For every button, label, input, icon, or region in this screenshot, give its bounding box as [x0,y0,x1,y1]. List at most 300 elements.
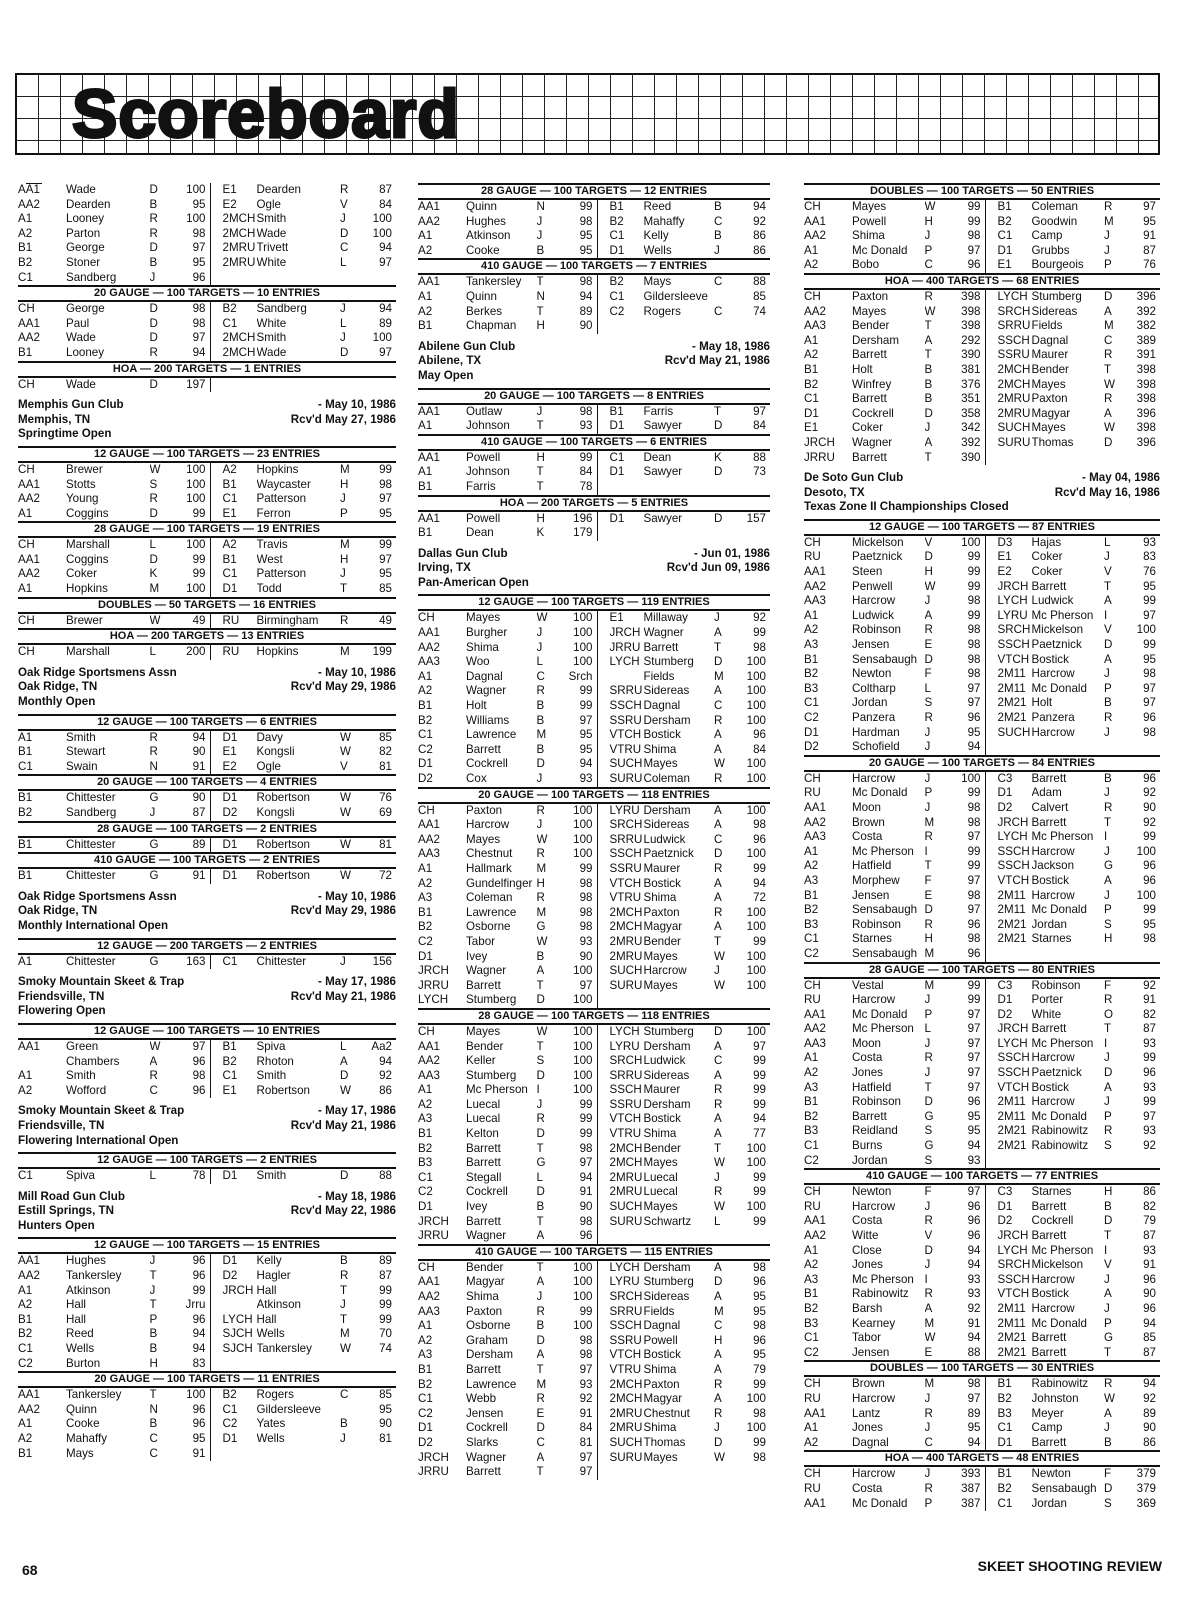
shooter-name: Bourgeois [1031,258,1084,272]
event-name: Flowering International Open [18,1133,179,1147]
shooter-name: Chittester [66,869,116,883]
event-header: 20 GAUGE — 100 TARGETS — 118 ENTRIES [418,787,770,804]
score: 96 [1143,1301,1156,1315]
shooter-name: Looney [66,212,105,226]
score: 97 [192,1039,206,1053]
shooter-name: Barrett [466,742,501,756]
score: 100 [372,226,392,240]
shooter-name: Lawrence [466,1377,517,1391]
initial: R [149,345,158,359]
club-name: Mill Road Gun Club [18,1189,125,1203]
initial: V [340,759,348,773]
magazine-name: SKEET SHOOTING REVIEW [977,1558,1162,1574]
initial [714,1229,738,1244]
score: 86 [1143,1435,1156,1449]
initial: D [924,406,933,420]
score: 92 [1143,815,1156,829]
class-code: AA1 [804,1007,826,1021]
club-line [18,1204,396,1219]
initial: R [340,183,349,196]
initial: C [924,1435,933,1449]
initial: T [714,1141,722,1155]
class-code: VTCH [609,728,642,742]
event-header: DOUBLES — 50 TARGETS — 16 ENTRIES [18,597,396,614]
initial: M [924,946,935,960]
initial: I [924,844,928,858]
initial: R [714,1406,723,1420]
shooter-name: Bostick [1031,1080,1069,1094]
shooter-name: Thomas [1031,435,1074,449]
shooter-name: Bostick [643,1112,681,1126]
class-code: A2 [804,623,819,637]
shooter-name: Stumberg [643,1024,694,1038]
score: 94 [379,241,392,255]
class-code: C1 [804,1331,819,1345]
class-code: C3 [997,1185,1013,1199]
shooter-name: Smith [256,1069,287,1083]
shooter-name: Coltharp [852,681,896,695]
class-code [598,319,644,334]
shooter-name: Davy [256,730,283,744]
class-code: AA1 [18,1388,40,1402]
page-number: 68 [22,1562,38,1578]
initial: D [536,1127,545,1141]
shooter-name: Harcrow [852,993,896,1007]
class-code: C1 [418,1170,433,1184]
event-header: 12 GAUGE — 100 TARGETS — 10 ENTRIES [18,1023,396,1040]
class-code: E1 [222,745,237,759]
class-code: C1 [997,229,1013,243]
initial [340,378,364,393]
shooter-name: Rabinowitz [1031,1124,1089,1138]
shooter-name: Meyer [1031,1406,1064,1420]
shooter-name: Shima [643,1421,677,1435]
shoot-date: - May 10, 1986 [318,665,396,679]
shooter-name: Farris [643,404,674,418]
initial: R [714,905,723,919]
initial: R [1104,1124,1113,1138]
initial: M [536,1377,547,1391]
shooter-name: Barrett [852,1109,887,1123]
club-line [18,680,396,695]
class-code: VTCH [997,1287,1030,1301]
initial: A [924,333,933,347]
initial: D [1104,435,1113,449]
club-line [804,500,1160,515]
initial: T [536,419,544,433]
score: 98 [192,1069,206,1083]
score [738,526,770,541]
shooter-name: Cockrell [466,757,508,771]
score: 100 [746,757,766,771]
shooter-name: Hall [66,1298,86,1312]
score: 92 [1143,1139,1156,1153]
class-code: B3 [804,1124,819,1138]
score: 93 [1143,1124,1156,1138]
club-block [418,547,770,1480]
score: 396 [1136,406,1156,420]
shooter-name: Rhoton [256,1054,294,1068]
initial: A [1104,1406,1112,1420]
class-code: CH [418,803,435,817]
class-code: C3 [997,771,1013,785]
score: 396 [1136,435,1156,449]
initial: M [340,645,350,659]
initial: H [340,552,349,566]
results-grid [18,1388,396,1461]
initial: J [924,740,931,754]
score: 97 [379,255,392,269]
club-line [18,666,396,681]
class-code: CH [804,535,821,549]
initial: T [1104,579,1112,593]
initial: J [536,818,543,832]
class-code [986,947,1032,962]
shooter-name: Chittester [256,954,307,968]
shooter-name: Coleman [466,891,513,905]
shooter-name: Wells [643,243,672,257]
initial: M [536,861,547,875]
score: 89 [192,837,206,851]
class-code: AA1 [804,1496,826,1510]
class-code [211,1298,257,1313]
score: 358 [961,406,981,420]
score: 92 [1143,786,1156,800]
score: 97 [967,1066,981,1080]
class-code: CH [418,611,435,625]
score: 100 [573,993,593,1007]
score: 179 [573,526,593,540]
shooter-name: Dearden [66,197,111,211]
class-code: D1 [222,1254,238,1268]
shooter-name: Smith [66,1069,96,1083]
class-code: B2 [804,1301,819,1315]
class-code: AA2 [18,331,40,345]
score: 99 [192,552,206,566]
results-grid [418,405,770,434]
score: 100 [746,1024,766,1038]
class-code: JRCH [418,1450,449,1464]
initial: J [1104,1272,1110,1286]
shooter-name: Rogers [256,1388,294,1402]
score: 95 [579,728,593,742]
club-line [804,486,1160,501]
initial: D [714,1024,723,1038]
class-code: AA2 [418,214,440,228]
shooter-name: Kelly [256,1254,282,1268]
club-name: Smoky Mountain Skeet & Trap [18,975,185,989]
score: 100 [573,1054,593,1068]
class-code: LYCH [418,993,449,1007]
initial: D [340,1069,349,1083]
initial: W [1104,1391,1115,1405]
score: 98 [1143,932,1156,946]
shooter-name: Fields [643,1304,675,1318]
class-code: JRCH [609,626,641,640]
results-column-3 [804,183,1160,1517]
initial: C [714,699,723,713]
initial: P [1104,681,1112,695]
class-code: A1 [18,1283,33,1297]
initial: T [536,465,544,479]
score: 94 [753,200,766,213]
score: 91 [1143,229,1156,243]
class-code: AA1 [418,200,440,213]
club-heading [18,666,396,710]
initial: D [149,241,158,255]
score: Aa2 [371,1039,392,1053]
score: 97 [1143,1109,1156,1123]
shooter-name: Adam [1031,786,1062,800]
shooter-name: Wofford [66,1083,107,1097]
initial: A [924,1301,933,1315]
score: 95 [579,742,593,756]
shooter-name: Newton [1031,1467,1071,1481]
shooter-name: Barrett [1031,771,1067,785]
initial: J [1104,243,1110,257]
score: 94 [579,1170,593,1184]
club-name: Oak Ridge Sportsmens Assn [18,665,177,679]
score: 82 [1143,1007,1156,1021]
score: 96 [579,1229,593,1243]
initial: A [714,1112,722,1126]
score: 98 [1143,725,1156,739]
score: 95 [579,243,593,257]
class-code: B1 [222,477,237,491]
class-code: B1 [997,1467,1012,1481]
shooter-name: George [66,302,105,316]
score: 91 [192,869,206,883]
initial [1104,1154,1128,1169]
event-header: 28 GAUGE — 100 TARGETS — 80 ENTRIES [804,962,1160,979]
event-name: Monthly Open [18,695,96,709]
initial: E [924,888,933,902]
shooter-name: Ogle [256,197,281,211]
score: 99 [579,1112,593,1126]
shooter-name: Hajas [1031,535,1062,549]
class-code: AA3 [418,847,440,861]
initial: D [536,1333,545,1347]
club-line [18,1104,396,1119]
class-code: AA1 [804,1406,826,1420]
score: 96 [1143,771,1156,785]
class-code: SSCH [997,859,1030,873]
class-code: A3 [418,1348,433,1362]
club-city: Abilene, TX [418,354,482,368]
shooter-name: Chittester [66,837,116,851]
shooter-name: Paxton [466,803,503,817]
shooter-name: Osborne [466,920,511,934]
class-code: SRRU [609,1304,643,1318]
initial: R [149,492,158,506]
score: 98 [1143,667,1156,681]
shooter-name: Mc Pherson [1031,830,1094,844]
class-code: VTRU [609,891,642,905]
class-code: D1 [997,786,1013,800]
shooter-name: Keller [466,1054,496,1068]
score: 90 [379,1417,392,1431]
score: 92 [967,1301,981,1315]
shooter-name: Mayes [643,1200,678,1214]
score: 99 [753,1083,766,1097]
class-code: A1 [418,1083,433,1097]
results-grid [18,955,396,970]
score: 100 [746,949,766,963]
score: 95 [967,1109,981,1123]
club-city: Friendsville, TN [18,1118,105,1132]
class-code: A2 [222,538,237,552]
class-code: VTCH [609,876,642,890]
class-code: D1 [222,837,238,851]
score: 98 [967,594,981,608]
class-code: VTRU [609,1127,642,1141]
initial: W [536,934,548,948]
initial: J [536,626,543,640]
club-heading [418,547,770,591]
class-code: CH [804,771,821,785]
initial: D [714,465,723,479]
class-code: 2MRU [609,1170,643,1184]
shooter-name: Coggins [66,506,109,520]
club-block [418,183,770,334]
score: 79 [1143,1214,1156,1228]
class-code: AA2 [18,492,40,506]
shooter-name: Mc Pherson [852,1272,914,1286]
score: 98 [753,640,766,654]
class-code: AA1 [418,1275,440,1289]
shooter-name [257,1447,341,1462]
score: 99 [579,1304,593,1318]
score: 98 [967,800,981,814]
score: 96 [967,946,981,960]
initial: R [924,623,933,637]
shooter-name: Sawyer [643,465,683,479]
class-code: JRCH [222,1283,254,1297]
class-code: A2 [804,348,819,362]
shooter-name: Bender [643,1141,681,1155]
score: 91 [579,1185,593,1199]
shooter-name: Magyar [643,920,683,934]
initial: W [924,200,936,213]
shooter-name: Brewer [66,462,103,476]
shooter-name: Hopkins [66,582,108,596]
initial: M [714,1304,724,1318]
score: 100 [746,1200,766,1214]
score: 99 [192,506,206,520]
shooter-name: Barrett [852,450,887,464]
score: 99 [753,1170,766,1184]
club-heading [18,1190,396,1234]
class-code: D2 [222,806,238,819]
class-code: SSRU [609,713,642,727]
initial: R [924,1406,933,1420]
shooter-name: Brewer [66,613,103,627]
score: 99 [579,1097,593,1111]
received-date: Rcv'd May 22, 1986 [290,1204,396,1218]
score: 99 [753,1214,766,1228]
score: 94 [379,302,392,316]
score: 94 [579,289,593,303]
class-code: 2MCH [609,1141,643,1155]
shooter-name: Dagnal [1031,333,1069,347]
score: 99 [579,861,593,875]
results-grid [18,1040,396,1098]
shooter-name: White [256,316,287,330]
score: 86 [379,1083,392,1097]
score: 88 [753,275,766,289]
shooter-name: Sidereas [643,1290,690,1303]
initial: C [149,1446,158,1460]
class-code: VTRU [609,1362,642,1376]
initial: S [924,696,933,710]
class-code: LYCH [222,1312,253,1326]
shooter-name: Barrett [466,1156,501,1170]
score: 94 [967,1331,981,1345]
initial: J [924,800,931,814]
initial: R [1104,800,1113,814]
class-code: SUCH [997,421,1031,435]
class-code: C2 [804,1345,819,1359]
class-code: LYCH [609,1024,640,1038]
class-code: B2 [804,667,819,681]
initial: S [536,1054,545,1068]
shooter-name: Outlaw [466,404,503,418]
shooter-name [1032,1154,1105,1169]
score: 98 [579,876,593,890]
club-city: Oak Ridge, TN [18,904,98,918]
initial: D [149,377,158,391]
class-code: D1 [222,1432,238,1445]
initial: O [1104,1007,1114,1021]
initial: T [536,304,544,318]
initial: W [340,745,351,759]
initial: A [714,1392,722,1406]
shooter-name: Stumberg [466,1068,517,1082]
shooter-name: Maurer [1031,348,1069,362]
shooter-name: Powell [852,214,887,228]
score: 100 [746,978,766,992]
initial: R [149,1069,158,1083]
event-header: 12 GAUGE — 100 TARGETS — 119 ENTRIES [418,594,770,611]
class-code [598,480,644,495]
initial: D [149,302,158,316]
class-code: JRCH [997,1229,1029,1242]
initial: R [1104,348,1113,362]
score: 96 [1143,711,1156,724]
initial [714,480,738,495]
class-code: B1 [18,1446,33,1460]
event-name: May Open [418,368,474,382]
shooter-name: Bender [643,934,681,948]
score: 382 [1136,319,1156,333]
score: 100 [746,920,766,934]
club-name: Smoky Mountain Skeet & Trap [18,1104,185,1118]
initial: L [536,1170,543,1184]
shooter-name: Camp [1031,229,1063,243]
shooter-name: Jensen [852,638,890,652]
class-code: AA2 [804,304,826,318]
score: 100 [573,640,593,654]
shooter-name: Mc Donald [1031,903,1087,917]
initial: B [536,1319,545,1333]
shooter-name: Schwartz [643,1214,692,1228]
class-code: SUCH [609,1200,643,1214]
score: 91 [192,1446,206,1460]
class-code: B1 [804,652,819,666]
initial: D [924,1243,933,1257]
shooter-name: Moon [852,800,882,814]
shooter-name: Witte [852,1229,879,1242]
